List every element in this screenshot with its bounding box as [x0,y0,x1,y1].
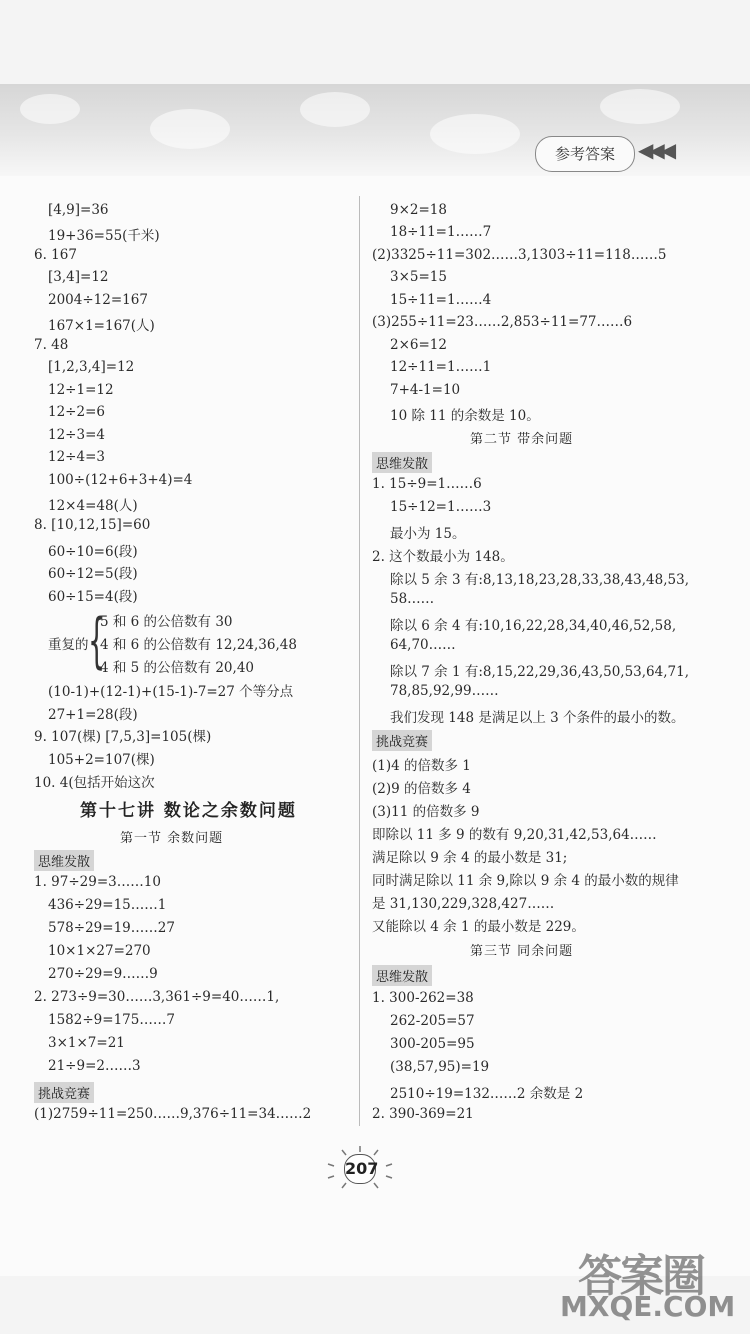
text-line: 7. 48 [34,337,69,353]
text-line: (2)3325÷11=302……3,1303÷11=118……5 [372,247,667,263]
lecture-title: 第十七讲 数论之余数问题 [80,801,297,821]
text-line: 1. 15÷9=1……6 [372,476,482,492]
text-line: 除以 6 余 4 有:10,16,22,28,34,40,46,52,58, [390,618,677,634]
text-line: 最小为 15。 [390,526,466,542]
text-line: 1. 300-262=38 [372,990,474,1006]
text-line: [3,4]=12 [48,269,109,285]
text-line: 2510÷19=132……2 余数是 2 [390,1086,584,1102]
text-line: 2×6=12 [390,337,447,353]
text-line: 1582÷9=175……7 [48,1012,175,1028]
text-line: 12÷3=4 [48,427,105,443]
text-line: 10 除 11 的余数是 10。 [390,408,540,424]
text-line: (3)11 的倍数多 9 [372,804,480,820]
text-line: 60÷10=6(段) [48,544,138,560]
text-line: 64,70…… [390,637,456,653]
section-tag: 思维发散 [372,965,432,986]
text-line: (10-1)+(12-1)+(15-1)-7=27 个等分点 [48,684,294,700]
text-line: 8. [10,12,15]=60 [34,517,151,533]
text-line: 又能除以 4 余 1 的最小数是 229。 [372,919,585,935]
section-tag: 挑战竞赛 [34,1082,94,1103]
watermark-logo: 答案圈 [578,1251,704,1302]
text-line: 2. 这个数最小为 148。 [372,549,514,565]
watermark-url: MXQE.COM [560,1290,736,1323]
text-line: (1)4 的倍数多 1 [372,758,471,774]
text-line: 60÷12=5(段) [48,566,138,582]
text-line: 15÷12=1……3 [390,499,492,515]
text-line: 19+36=55(千米) [48,228,160,244]
text-line: 是 31,130,229,328,427…… [372,896,555,912]
text-line: 2004÷12=167 [48,292,148,308]
text-line: 满足除以 9 余 4 的最小数是 31; [372,850,568,866]
text-line: 7+4-1=10 [390,382,461,398]
text-line: 1. 97÷29=3……10 [34,874,161,890]
text-line: [4,9]=36 [48,202,109,218]
section-title: 第三节 同余问题 [470,944,574,959]
text-line: 即除以 11 多 9 的数有 9,20,31,42,53,64…… [372,827,657,843]
text-line: 60÷15=4(段) [48,589,138,605]
answer-key-badge: 参考答案 [535,136,635,172]
text-line: 436÷29=15……1 [48,897,167,913]
text-line: 6. 167 [34,247,77,263]
text-line: 我们发现 148 是满足以上 3 个条件的最小的数。 [390,710,685,726]
header-banner [0,84,750,176]
text-line: 262-205=57 [390,1013,475,1029]
text-line: (3)255÷11=23……2,853÷11=77……6 [372,314,633,330]
text-line: 重复的 [48,637,89,653]
text-line: 27+1=28(段) [48,707,138,723]
section-tag: 挑战竞赛 [372,730,432,751]
text-line: 9. 107(棵) [7,5,3]=105(棵) [34,729,212,745]
text-line: 12÷1=12 [48,382,114,398]
text-line: (1)2759÷11=250……9,376÷11=34……2 [34,1106,312,1122]
text-line: 78,85,92,99…… [390,683,499,699]
arrow-icon: ◀◀◀ [638,138,673,162]
text-line: 10×1×27=270 [48,943,151,959]
text-line: 除以 7 余 1 有:8,15,22,29,36,43,50,53,64,71, [390,664,689,680]
text-line: [1,2,3,4]=12 [48,359,135,375]
text-line: 12÷2=6 [48,404,105,420]
text-line: 18÷11=1……7 [390,224,492,240]
text-line: 100÷(12+6+3+4)=4 [48,472,193,488]
text-line: 12×4=48(人) [48,498,138,514]
text-line: 3×1×7=21 [48,1035,125,1051]
text-line: 9×2=18 [390,202,447,218]
text-line: 2. 273÷9=30……3,361÷9=40……1, [34,989,280,1005]
text-line: 3×5=15 [390,269,447,285]
brace-icon: { [88,606,106,676]
text-line: 4 和 6 的公倍数有 12,24,36,48 [100,637,297,653]
text-line: 21÷9=2……3 [48,1058,141,1074]
text-line: 270÷29=9……9 [48,966,158,982]
text-line: 2. 390-369=21 [372,1106,474,1122]
page-number-text: 207 [344,1154,376,1184]
text-line: (2)9 的倍数多 4 [372,781,471,797]
text-line: 4 和 5 的公倍数有 20,40 [100,660,254,676]
section-tag: 思维发散 [372,452,432,473]
text-line: 15÷11=1……4 [390,292,492,308]
text-line: 除以 5 余 3 有:8,13,18,23,28,33,38,43,48,53, [390,572,689,588]
text-line: 12÷4=3 [48,449,105,465]
text-line: 578÷29=19……27 [48,920,175,936]
column-divider [359,196,360,1126]
text-line: 10. 4(包括开始这次 [34,775,155,791]
text-line: 167×1=167(人) [48,318,155,334]
text-line: (38,57,95)=19 [390,1059,490,1075]
section-title: 第一节 余数问题 [120,831,224,846]
text-line: 同时满足除以 11 余 9,除以 9 余 4 的最小数的规律 [372,873,679,889]
text-line: 105+2=107(棵) [48,752,155,768]
text-line: 58…… [390,591,435,607]
text-line: 12÷11=1……1 [390,359,492,375]
section-title: 第二节 带余问题 [470,432,574,447]
page-number [330,1148,410,1198]
text-line: 300-205=95 [390,1036,475,1052]
text-line: 5 和 6 的公倍数有 30 [100,614,233,630]
section-tag: 思维发散 [34,850,94,871]
